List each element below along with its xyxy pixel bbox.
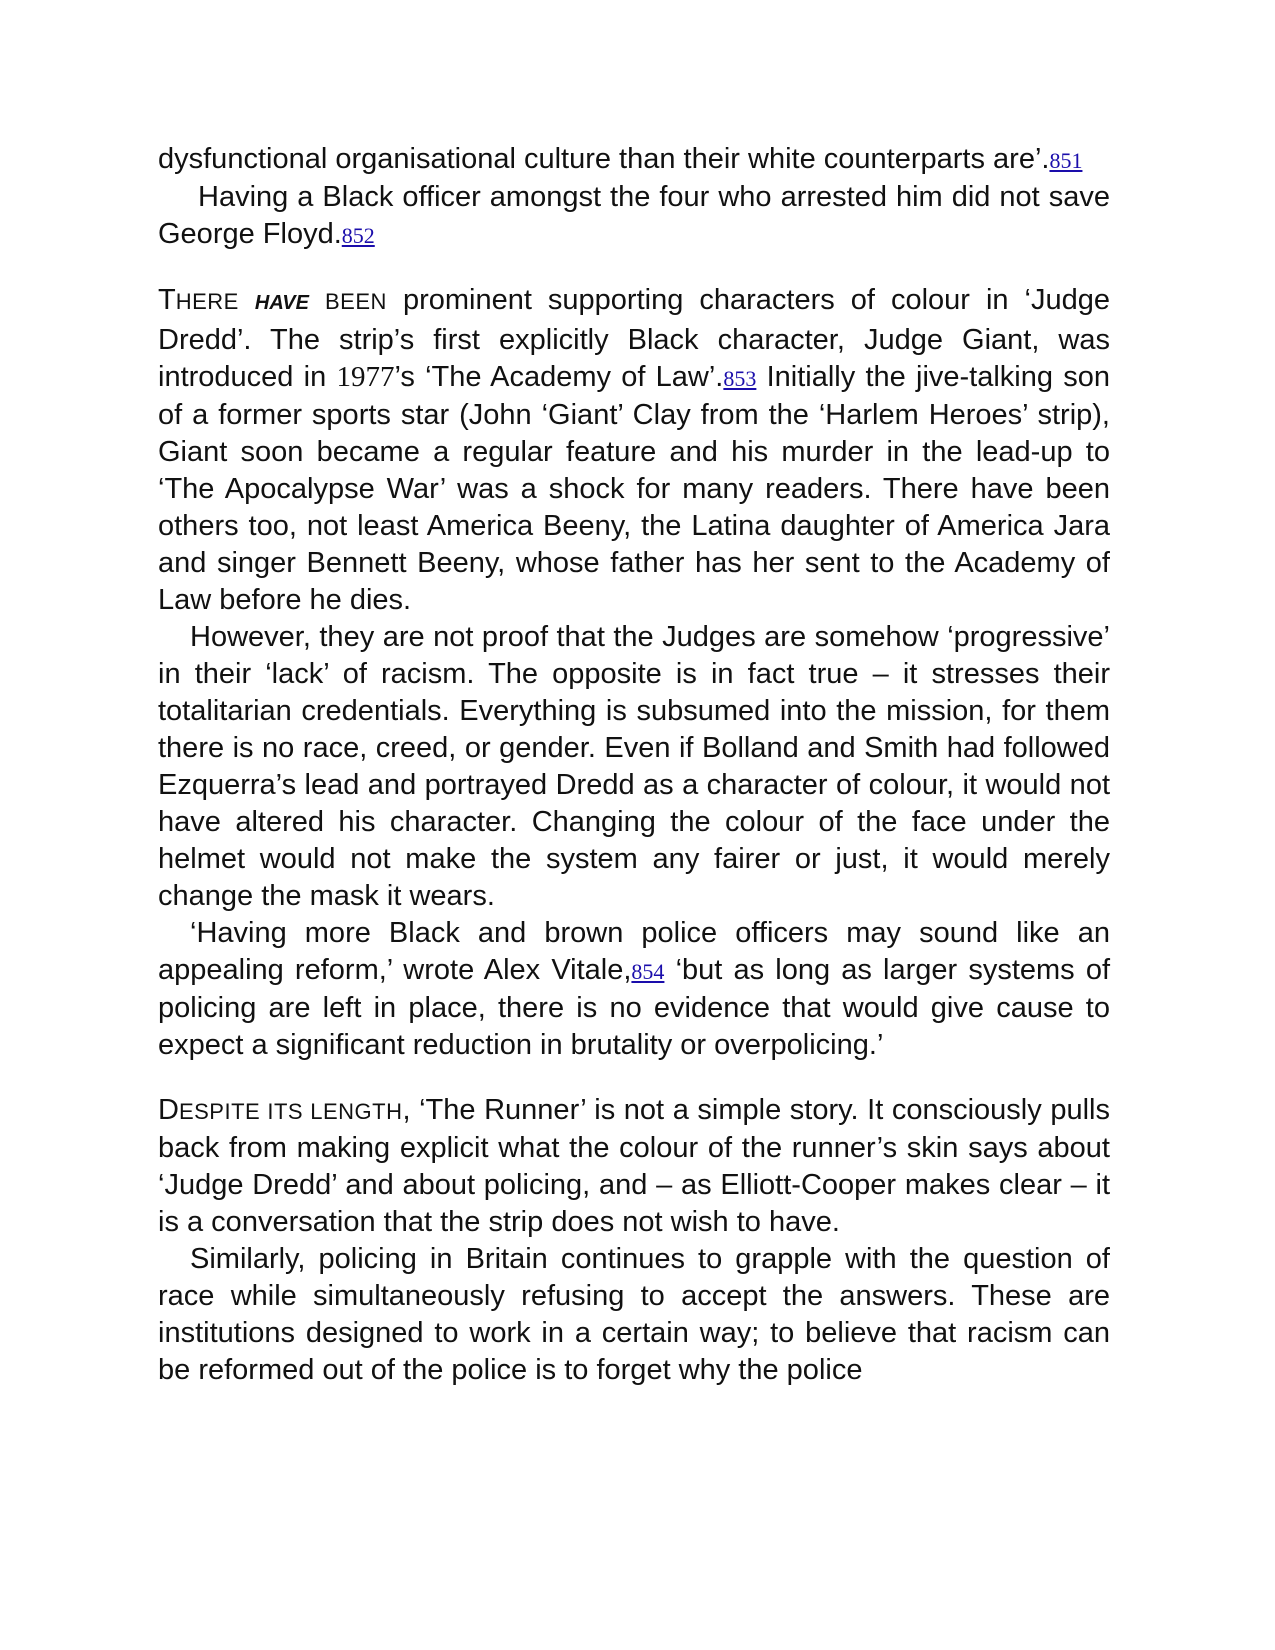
document-page xyxy=(158,141,1110,1389)
paragraph-5 xyxy=(158,915,1110,1064)
footnote-link-854[interactable]: 854 xyxy=(631,959,665,984)
section-break-2 xyxy=(158,1064,1110,1092)
lead-bold-word: HAVE xyxy=(254,292,309,314)
footnote-link-851[interactable]: 851 xyxy=(1049,148,1083,173)
paragraph-1 xyxy=(158,141,1110,179)
year-text: 1977 xyxy=(336,361,395,393)
paragraph-3-text-b: ’s ‘The Academy of Law’. xyxy=(394,361,724,393)
lead-small-caps-2: BEEN xyxy=(325,289,387,314)
paragraph-7-text: Similarly, policing in Britain continues to grapple with the question of race while simultaneously refusing to accept the answers. These are institutions designed to work in a certain way; to believe that racism can be reformed out of the police is to forget why the police xyxy=(158,1243,1110,1386)
paragraph-6 xyxy=(158,1092,1110,1241)
paragraph-3 xyxy=(158,282,1110,619)
paragraph-1-text: dysfunctional organisational culture than their white counterparts are’. xyxy=(158,143,1050,175)
paragraph-2-text: Having a Black officer amongst the four who arrested him did not save George Floyd. xyxy=(158,181,1110,250)
paragraph-5-text-a: ‘Having more Black and brown police officers may sound like an appealing reform,’ wrote Alex Vitale, xyxy=(158,917,1110,986)
lead-small-caps: HERE xyxy=(175,289,239,314)
paragraph-2 xyxy=(158,179,1110,254)
paragraph-3-text-a: prominent supporting characters of colour in ‘Judge Dredd’. The strip’s first explicitly Black character, Judge Giant, was introduced in xyxy=(158,284,1111,393)
drop-lead-cap: T xyxy=(158,284,176,316)
paragraph-6-text: , ‘The Runner’ is not a simple story. It consciously pulls back from making explicit what the colour of the runner’s skin says about ‘Judge Dredd’ and about policing, and – as Elliott-Cooper makes clear – it is a conversation that the strip does not wish to have. xyxy=(158,1094,1110,1238)
paragraph-4-text: However, they are not proof that the Judges are somehow ‘progressive’ in their ‘lack’ of racism. The opposite is in fact true – it stresses their totalitarian credentials. Everything is subsumed into the mission, for them there is no race, creed, or gender. Even if Bolland and Smith had followed Ezquerra’s lead and portrayed Dredd as a character of colour, it would not have altered his character. Changing the colour of the face under the helmet would not make the system any fairer or just, it would merely change the mask it wears. xyxy=(158,621,1110,912)
drop-lead-cap-2: D xyxy=(158,1094,179,1126)
lead-small-caps-3: ESPITE ITS LENGTH xyxy=(178,1099,403,1124)
paragraph-4 xyxy=(158,619,1110,915)
footnote-link-852[interactable]: 852 xyxy=(341,223,375,248)
paragraph-7 xyxy=(158,1241,1110,1389)
section-break xyxy=(158,254,1110,282)
footnote-link-853[interactable]: 853 xyxy=(723,366,757,391)
paragraph-5-text-b: ‘but as long as larger systems of policing are left in place, there is no evidence that would give cause to expect a significant reduction in brutality or overpolicing.’ xyxy=(158,954,1111,1061)
paragraph-3-text-c: Initially the jive-talking son of a former sports star (John ‘Giant’ Clay from the ‘Harlem Heroes’ strip), Giant soon became a regular feature and his murder in the lead-up to ‘The Apocalypse War’ was a shock for many readers. There have been others too, not least America Beeny, the Latina daughter of America Jara and singer Bennett Beeny, whose father has her sent to the Academy of Law before he dies. xyxy=(158,361,1110,616)
